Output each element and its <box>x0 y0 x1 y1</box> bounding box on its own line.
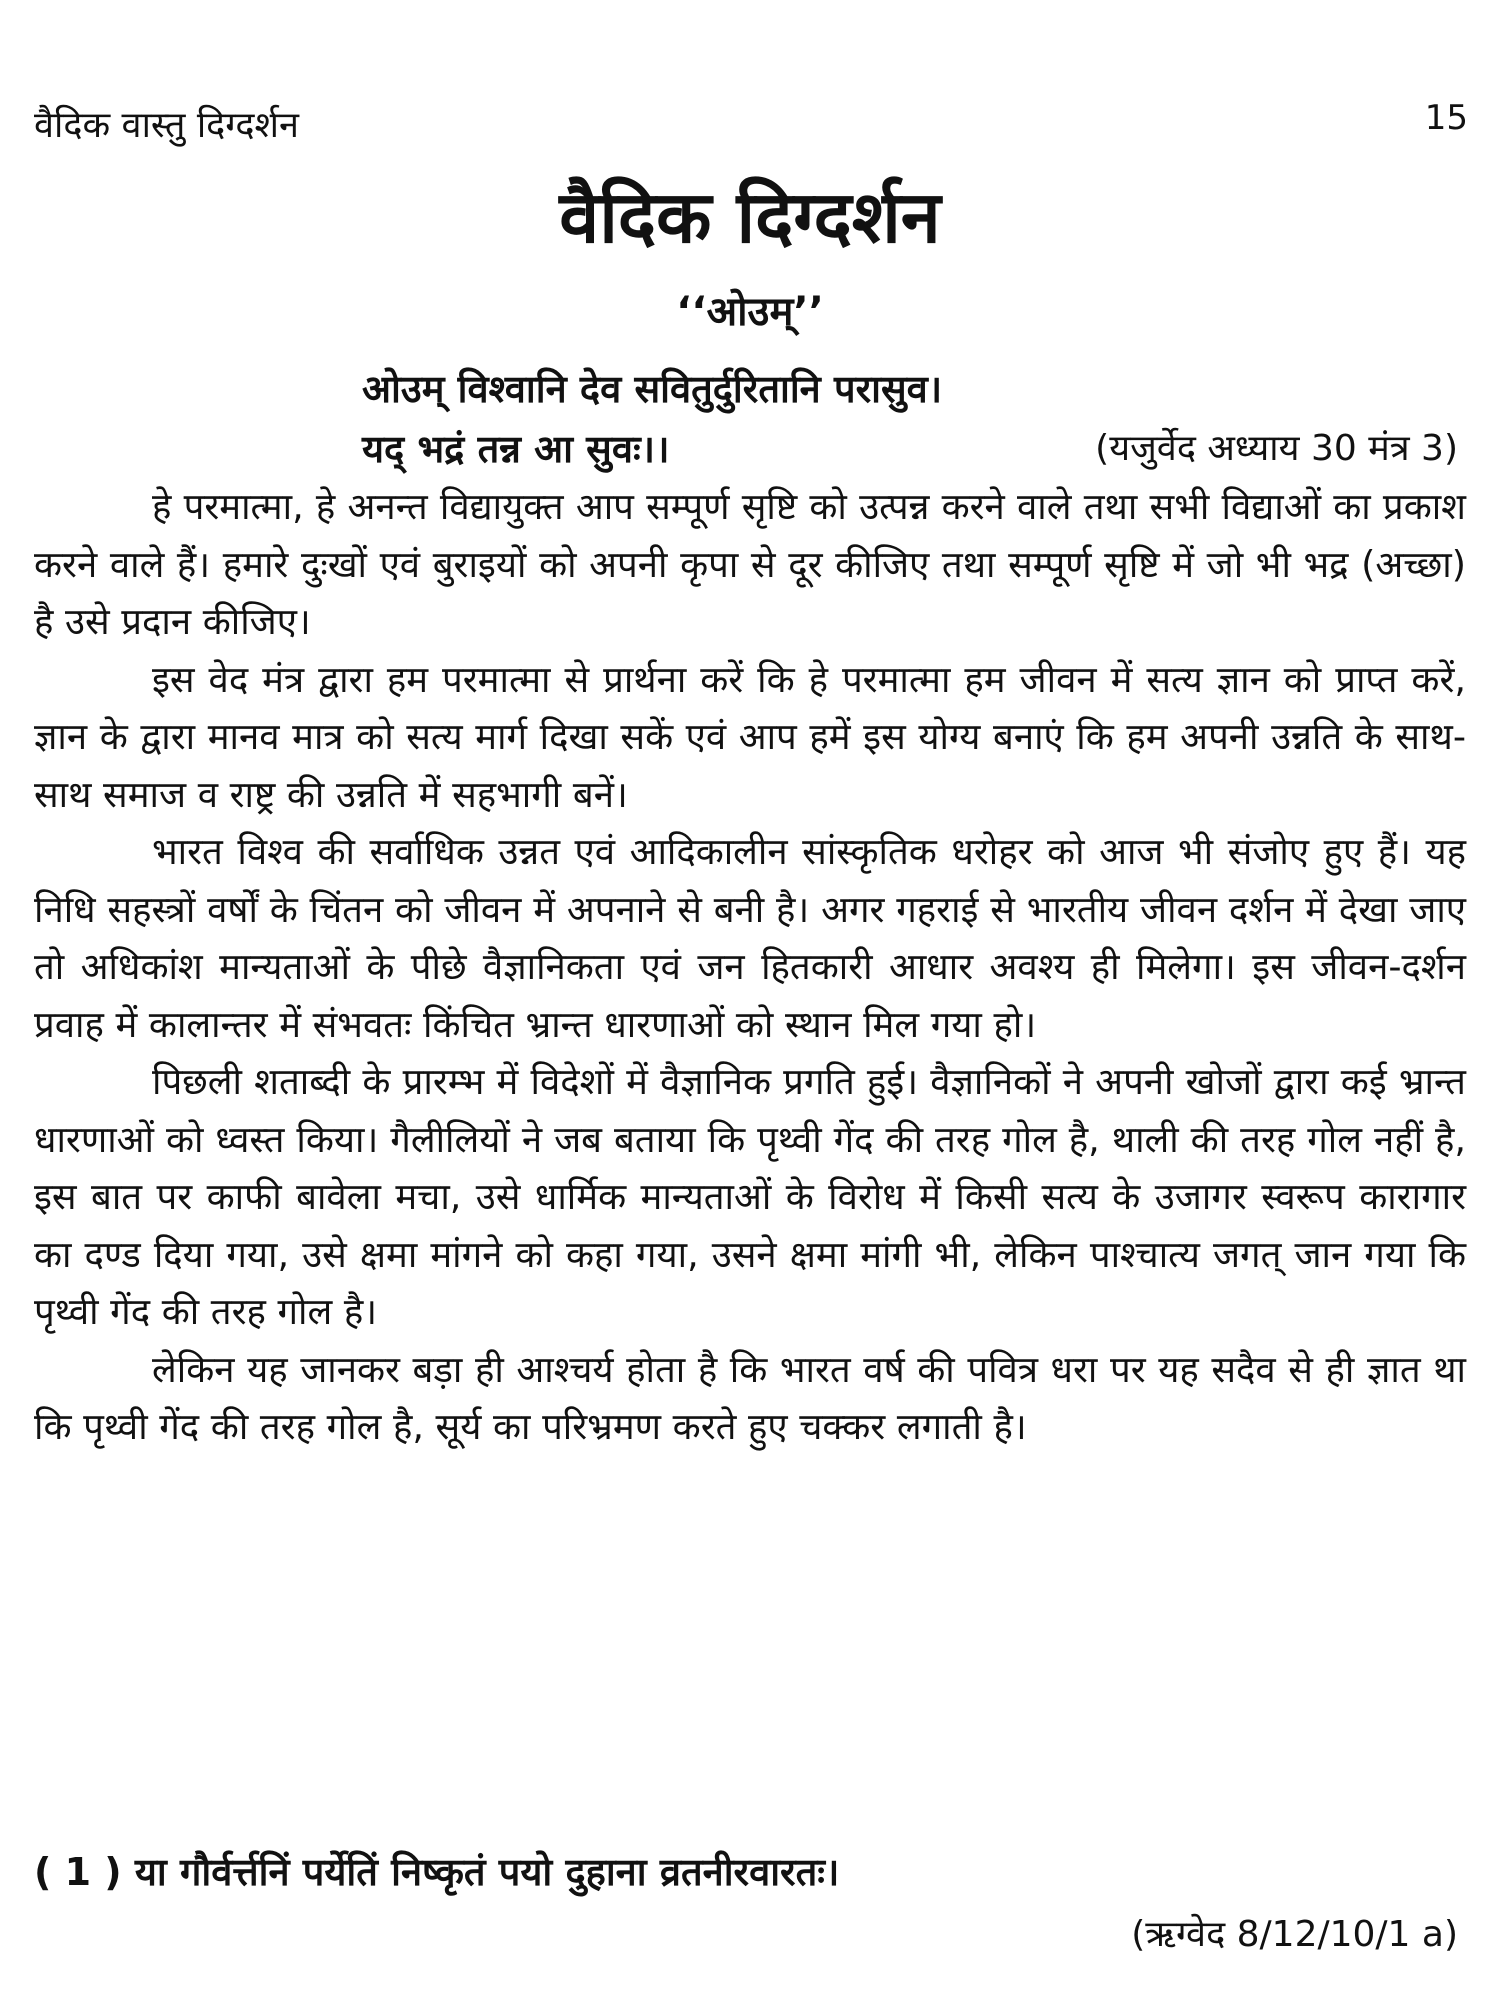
paragraph: इस वेद मंत्र द्वारा हम परमात्मा से प्रार्थना करें कि हे परमात्मा हम जीवन में सत्य ज्ञान को प्राप्त करें, ज्ञान के द्वारा मानव मात्र को सत्य मार्ग दिखा सकें एवं आप हमें इस योग्य बनाएं कि हम अपनी उन्नति के साथ-साथ समाज व राष्ट्र की उन्नति में सहभागी बनें। <box>34 657 1466 816</box>
paragraph: लेकिन यह जानकर बड़ा ही आश्चर्य होता है कि भारत वर्ष की पवित्र धरा पर यह सदैव से ही ज्ञात था कि पृथ्वी गेंद की तरह गोल है, सूर्य का परिभ्रमण करते हुए चक्कर लगाती है। <box>34 1347 1466 1448</box>
mantra-source: (यजुर्वेद अध्याय 30 मंत्र 3) <box>1095 428 1458 469</box>
verse-line: ( 1 ) या गौर्वर्त्तनिं पर्येतिं निष्कृतं पयो दुहाना व्रतनीरवारतः। <box>34 1850 840 1894</box>
mantra-line-2: यद् भद्रं तन्न आ सुवः।। <box>362 427 670 471</box>
om-heading: ‘‘ओउम्’’ <box>676 289 824 335</box>
body-text <box>34 478 1466 1456</box>
page-number: 15 <box>1424 98 1468 138</box>
verse-source: (ऋग्वेद 8/12/10/1 a) <box>1131 1914 1458 1955</box>
chapter-title: वैदिक दिग्दर्शन <box>559 175 941 259</box>
paragraph: भारत विश्व की सर्वाधिक उन्नत एवं आदिकालीन सांस्कृतिक धरोहर को आज भी संजोए हुए हैं। यह निधि सहस्त्रों वर्षों के चिंतन को जीवन में अपनाने से बनी है। अगर गहराई से भारतीय जीवन दर्शन में देखा जाए तो अधिकांश मान्यताओं के पीछे वैज्ञानिकता एवं जन हितकारी आधार अवश्य ही मिलेगा। इस जीवन-दर्शन प्रवाह में कालान्तर में संभवतः किंचित भ्रान्त धारणाओं को स्थान मिल गया हो। <box>34 830 1466 1046</box>
mantra-line-1: ओउम् विश्वानि देव सवितुर्दुरितानि परासुव। <box>362 367 943 411</box>
running-header: वैदिक वास्तु दिग्दर्शन <box>34 105 299 146</box>
paragraph: पिछली शताब्दी के प्रारम्भ में विदेशों में वैज्ञानिक प्रगति हुई। वैज्ञानिकों ने अपनी खोजों द्वारा कई भ्रान्त धारणाओं को ध्वस्त किया। गैलीलियों ने जब बताया कि पृथ्वी गेंद की तरह गोल है, थाली की तरह गोल नहीं है, इस बात पर काफी बावेला मचा, उसे धार्मिक मान्यताओं के विरोध में किसी सत्य के उजागर स्वरूप कारागार का दण्ड दिया गया, उसे क्षमा मांगने को कहा गया, उसने क्षमा मांगी भी, लेकिन पाश्चात्य जगत् जान गया कि पृथ्वी गेंद की तरह गोल है। <box>34 1060 1466 1333</box>
paragraph: हे परमात्मा, हे अनन्त विद्यायुक्त आप सम्पूर्ण सृष्टि को उत्पन्न करने वाले तथा सभी विद्याओं का प्रकाश करने वाले हैं। हमारे दुःखों एवं बुराइयों को अपनी कृपा से दूर कीजिए तथा सम्पूर्ण सृष्टि में जो भी भद्र (अच्छा) है उसे प्रदान कीजिए। <box>34 485 1466 643</box>
